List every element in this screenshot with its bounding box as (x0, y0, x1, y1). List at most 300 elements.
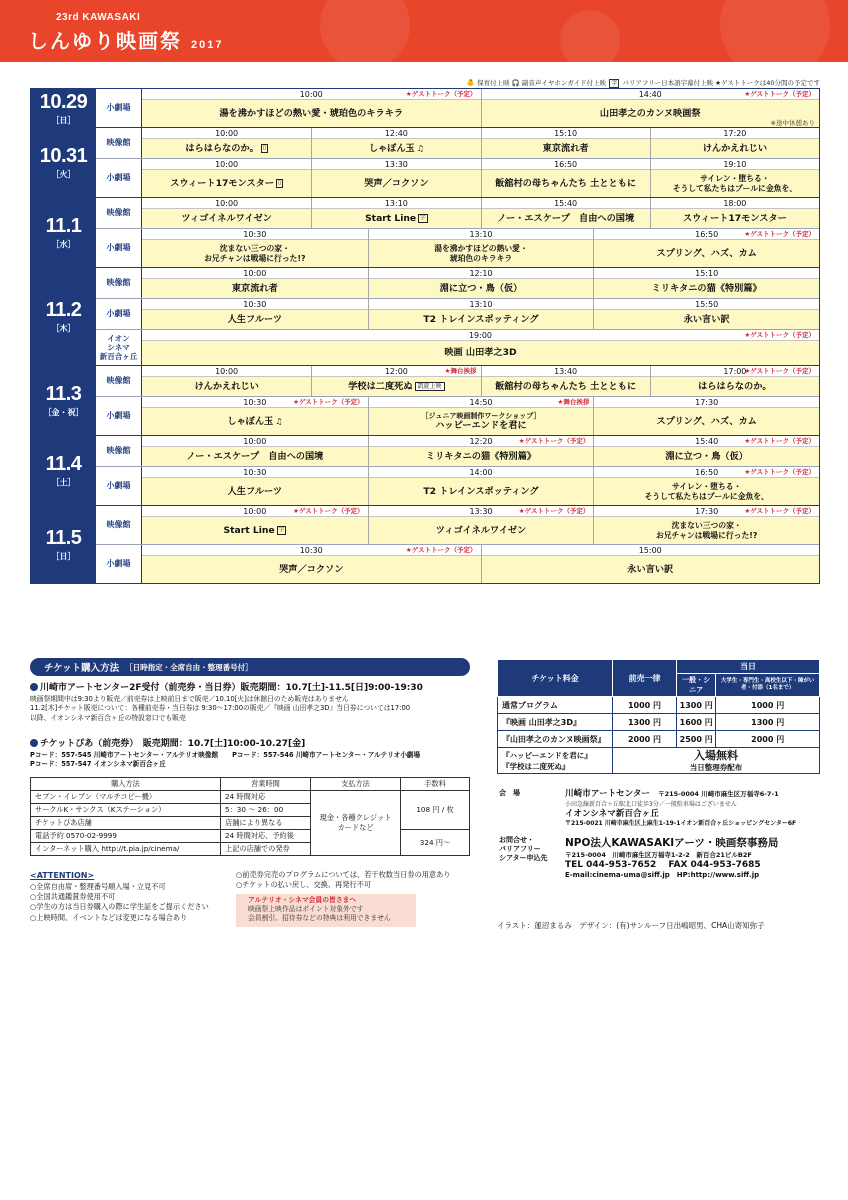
venues (96, 268, 819, 365)
organization-name: NPO法人KAWASAKIアーツ・映画祭事務局 (565, 837, 779, 850)
time-cell (142, 545, 481, 556)
festival-logo (28, 12, 223, 54)
film-title: スウィート17モンスター (170, 177, 275, 189)
weekday: ［木］ (51, 324, 76, 333)
film-row (142, 377, 819, 396)
venue-info-body (565, 789, 820, 828)
column-header: チケット料金 (498, 660, 613, 697)
showtime: 15:10 (481, 128, 650, 139)
headphone-icon: ♫ (275, 416, 283, 426)
pcode-row (30, 751, 470, 760)
table-header-row (498, 660, 820, 674)
table-row (498, 697, 820, 714)
time-row (142, 436, 819, 447)
film-row (142, 310, 819, 329)
venue-row (96, 198, 819, 229)
film-title: 人生フルーツ (227, 313, 283, 325)
film-row (142, 341, 819, 365)
ticket-purchase-heading (30, 658, 470, 676)
film-title: サイレン・堕ちる・ そうして私たちはプールに金魚を、 (650, 170, 819, 197)
headphone-icon: ♫ (416, 143, 424, 153)
organization-address: 〒215-0004 川崎市麻生区万福寺1-2-2 新百合21ビルB2F (565, 850, 752, 859)
film-cell (142, 170, 311, 197)
film-row (142, 447, 819, 466)
film-row (142, 170, 819, 197)
venues (96, 128, 819, 197)
credits: イラスト：蓮沼まるみ デザイン：(有)サンルーフ日出嶋昭男、CHA山寄知弥子 (497, 921, 765, 930)
showtime: 19:10 (650, 159, 819, 170)
showtime: 10:00 (243, 269, 267, 278)
film-title: スプリング、ハズ、カム (593, 240, 819, 267)
time-row (142, 366, 819, 377)
venue-label: 映像館 (96, 366, 142, 396)
venues (96, 89, 819, 127)
film-title: 哭声／コクソン (311, 170, 480, 197)
column-header: 手数料 (401, 778, 470, 791)
guest-talk-note: ★ゲストトーク（予定） (518, 437, 590, 445)
phone-fax: TEL 044-953-7652 FAX 044-953-7685 (565, 860, 761, 871)
member-alert (236, 894, 416, 927)
venue-row (96, 397, 819, 435)
showtime: 10:30 (243, 398, 267, 407)
time-row (142, 545, 819, 556)
date-cell (31, 268, 96, 365)
film-title: スプリング、ハズ、カム (593, 408, 819, 435)
film-cell (142, 139, 311, 158)
venue-label: 映像館 (96, 128, 142, 158)
venue-label: 映像館 (96, 268, 142, 298)
film-title: サイレン・堕ちる・ そうして私たちはプールに金魚を、 (593, 478, 819, 505)
showtime: 17:30 (695, 507, 719, 516)
date-cell (31, 89, 96, 127)
decor-circle (320, 0, 410, 62)
film-title: 人生フルーツ (227, 485, 283, 497)
day-1101 (31, 198, 819, 268)
slots (142, 506, 819, 544)
date-cell (31, 128, 96, 197)
showtime: 10:30 (243, 300, 267, 309)
venue-row (96, 467, 819, 505)
subtitle-icon: 字 (420, 215, 426, 221)
time-cell (368, 506, 594, 517)
venue-info-row (497, 789, 820, 828)
header-banner (0, 0, 848, 62)
time-cell (368, 436, 594, 447)
time-row (142, 397, 819, 408)
venue-row (96, 89, 819, 127)
venue-label: 小劇場 (96, 229, 142, 267)
venue-row (96, 366, 819, 397)
date-number: 10.31 (39, 145, 88, 167)
alert-title: アルテリオ・シネマ会員の皆さまへ (248, 896, 357, 904)
slots (142, 299, 819, 329)
headphone-icon: 🎧 (511, 79, 520, 87)
email-website: E-mail:cinema-uma@siff.jp HP:http://www.siff.jp (565, 871, 760, 880)
venue-label: 映像館 (96, 198, 142, 228)
film-title: ノー・エスケープ 自由への国境 (481, 209, 650, 228)
column-header: 一般・シニア (677, 674, 716, 697)
table-cell: 24 時間対応、予約後 (221, 830, 311, 843)
film-row (142, 517, 819, 544)
venue-label: 小劇場 (96, 159, 142, 197)
time-row (142, 89, 819, 100)
table-cell: チケットぴあ店舗 (31, 817, 221, 830)
time-row (142, 159, 819, 170)
film-title: けんかえれじい (194, 380, 259, 392)
table-row (498, 748, 820, 774)
bullet-icon (30, 683, 38, 691)
pia-info (30, 738, 470, 769)
column-header: 購入方法 (31, 778, 221, 791)
ticket-heading-sub: ［日時指定・全席自由・整理番号付］ (125, 662, 253, 672)
date-number: 11.5 (45, 527, 82, 549)
venue-label: 小劇場 (96, 467, 142, 505)
table-header-row (31, 778, 470, 791)
showtime: 17:00 (723, 367, 747, 376)
attention-item: ○上映時間、イベントなどは変更になる場合あり (30, 912, 188, 922)
venue-label: イオン シネマ 新百合ヶ丘 (96, 330, 142, 365)
showtime: 12:20 (469, 437, 493, 446)
table-row (498, 731, 820, 748)
showtime: 15:00 (481, 545, 820, 556)
table-row (31, 830, 470, 843)
column-header: 前売一律 (613, 660, 677, 697)
contact-label: お問合せ・ バリアフリー シアター申込先 (499, 836, 548, 862)
guest-talk-note: ★ゲストトーク（予定） (293, 507, 364, 515)
showtime: 10:00 (215, 367, 239, 376)
free-entry: 入場無料 (694, 748, 738, 762)
slots (142, 545, 819, 583)
slots (142, 436, 819, 466)
film-cell (142, 517, 368, 544)
alert-line: 会員割引、招待券などの特典は利用できません (248, 914, 391, 923)
slots (142, 268, 819, 298)
date-number: 10.29 (39, 90, 88, 113)
showtime: 13:10 (368, 299, 594, 310)
film-title: 東京流れ者 (481, 139, 650, 158)
showtime: 19:00 (468, 331, 493, 340)
showtime: 17:30 (593, 397, 819, 408)
childcare-icon: ▯ (262, 145, 266, 151)
guest-talk-note: ★ゲストトーク（予定） (744, 507, 815, 515)
column-header: 大学生・専門生・高校生以下・障がい者・付添（1名まで） (716, 674, 820, 697)
date-cell (31, 506, 96, 583)
venue-label: 小劇場 (96, 545, 142, 583)
venue-info (497, 789, 820, 883)
showtime: 10:30 (243, 230, 267, 239)
attention-title: <ATTENTION> (30, 871, 95, 880)
art-center-info (30, 682, 470, 723)
table-row (31, 791, 470, 804)
purchase-methods-table (30, 777, 470, 856)
film-title: T2 トレインスポッティング (368, 310, 594, 329)
venue-label: 映像館 (96, 506, 142, 544)
table-cell: サークルK・サンクス（Kステーション） (31, 804, 221, 817)
ticket-heading-text: チケット購入方法 (44, 663, 120, 674)
slots (142, 366, 819, 396)
childcare-icon: ▯ (278, 180, 282, 186)
price-value: 1300 円 (716, 714, 820, 731)
legend (424, 78, 820, 88)
venue-row (96, 299, 819, 330)
pcode: Pコード：557-545 川崎市アートセンター・アルテリオ映像館 (30, 750, 219, 759)
price-value: 1000 円 (716, 697, 820, 714)
weekday: ［金・祝］ (43, 408, 84, 417)
time-row (142, 330, 819, 341)
showtime: 12:40 (311, 128, 480, 139)
venue-label: 小劇場 (96, 299, 142, 329)
price-value: 1000 円 (613, 697, 677, 714)
guest-talk-note: ★ゲストトーク（予定） (518, 507, 590, 515)
pia-heading-text: チケットぴあ（前売券） 販売期間：10.7[土]10:00-10.27[金] (40, 739, 306, 749)
venue-row (96, 128, 819, 159)
showtime: 13:30 (311, 159, 480, 170)
contact-row (497, 836, 820, 881)
venue-row (96, 436, 819, 467)
film-cell (311, 139, 480, 158)
workshop-label: ［ジュニア映画制作ワークショップ］ (421, 411, 541, 420)
venue-info-label: 会 場 (499, 789, 520, 797)
slots (142, 467, 819, 505)
venue-note: 小田急線新百合ヶ丘駅北口徒歩3分／一般駐車場はございません (565, 800, 737, 808)
day-1029 (31, 89, 819, 128)
day-1105 (31, 506, 819, 583)
pcode: Pコード：557-547 イオンシネマ新百合ヶ丘 (30, 759, 166, 768)
slots (142, 330, 819, 365)
guest-talk-note: ★ゲストトーク（予定） (405, 90, 477, 98)
showtime: 10:00 (299, 90, 323, 99)
time-row (142, 299, 819, 310)
film-title: 哭声／コクソン (279, 563, 344, 575)
attention-item: ○学生の方は当日券購入の際に学生証をご提示ください (30, 902, 209, 912)
venue-address: 〒215-0004 川崎市麻生区万福寺6-7-1 (658, 790, 779, 798)
film-row (142, 100, 819, 127)
free-entry-cell (613, 748, 820, 774)
attention-item: ○全席自由席・整理番号順入場・立見不可 (30, 881, 166, 891)
date-cell (31, 366, 96, 435)
film-title: 沈まない三つの家・ お兄チャンは戦場に行った!? (204, 244, 306, 263)
showtime: 10:30 (299, 546, 323, 555)
showtime: 10:30 (243, 468, 267, 477)
table-cell: 上記の店舗での発券 (221, 843, 311, 856)
film-title: 東京流れ者 (231, 282, 278, 294)
venue-label: 映像館 (96, 436, 142, 466)
day-1102 (31, 268, 819, 366)
film-title: Start Line (223, 524, 275, 536)
subtitle-icon: 字 (611, 80, 618, 87)
fee-cell: 108 円 / 枚 (401, 791, 470, 830)
price-value: 1300 円 (613, 714, 677, 731)
column-header: 営業時間 (221, 778, 311, 791)
venues (96, 436, 819, 505)
art-center-note: 以降、イオンシネマ新百合ヶ丘の特設窓口でも販売 (30, 713, 186, 722)
showtime: 15:40 (695, 437, 719, 446)
showtime: 14:00 (368, 467, 594, 478)
attention-notes (30, 870, 209, 923)
venue-row (96, 545, 819, 583)
time-cell (593, 467, 819, 478)
film-title: 淵に立つ・鳥（仮） (593, 447, 819, 466)
guest-talk-note: ★ゲストトーク（予定） (744, 468, 815, 476)
festival-title (28, 25, 223, 54)
legend-subtitles: バリアフリー日本語字幕付上映 (622, 79, 714, 87)
venue-row (96, 229, 819, 267)
price-label: 『山田孝之のカンヌ映画祭』 (498, 731, 613, 748)
showtime: 16:50 (695, 230, 719, 239)
weekday: ［水］ (51, 240, 76, 249)
film-title: T2 トレインスポッティング (368, 478, 594, 505)
showtime: 15:10 (593, 268, 819, 279)
venue-label: 小劇場 (96, 89, 142, 127)
venue-label: 小劇場 (96, 397, 142, 435)
time-row (142, 506, 819, 517)
guest-talk-note: ★ゲストトーク（予定） (744, 437, 815, 445)
venue-row (96, 159, 819, 197)
weekday: ［火］ (51, 170, 76, 179)
film-row (142, 408, 819, 435)
day-1104 (31, 436, 819, 506)
table-cell: セブン・イレブン（マルチコピー機） (31, 791, 221, 804)
venue-name: 川崎市アートセンター (565, 789, 651, 799)
showtime: 12:00 (384, 367, 408, 376)
film-row (142, 556, 819, 583)
film-row (142, 139, 819, 158)
film-title: 山田孝之のカンヌ映画祭 (599, 107, 701, 119)
showtime: 10:00 (243, 437, 267, 446)
guest-talk-note: ★ゲストトーク（予定） (744, 331, 815, 339)
time-cell (142, 506, 368, 517)
time-row (142, 467, 819, 478)
weekday: ［日］ (51, 115, 76, 125)
alert-line: 映画祭上映作品はポイント対象外です (248, 905, 364, 914)
film-title: けんかえれじい (650, 139, 819, 158)
film-row (142, 240, 819, 267)
film-title: 永い言い訳 (593, 310, 819, 329)
slots (142, 128, 819, 158)
price-label: 通常プログラム (498, 697, 613, 714)
slots (142, 198, 819, 228)
showtime: 10:00 (243, 507, 267, 516)
attention-item: ○全国共通鑑賞券使用不可 (30, 892, 116, 902)
price-label: 『ハッピーエンドを君に』 『学校は二度死ぬ』 (498, 748, 613, 774)
film-title: Start Line (365, 212, 417, 224)
slots (142, 397, 819, 435)
venues (96, 366, 819, 435)
time-cell (142, 397, 368, 408)
film-title: はらはらなのか。 (650, 377, 819, 396)
time-cell (593, 229, 819, 240)
film-title: ハッピーエンドを君に (435, 420, 527, 432)
film-title: はらはらなのか。 (185, 142, 259, 154)
contact-body (565, 836, 820, 881)
film-title: ノー・エスケープ 自由への国境 (186, 450, 324, 462)
film-title: 沈まない三つの家・ お兄チャンは戦場に行った!? (593, 517, 819, 544)
attention-item: ○チケットの払い戻し、交換、再発行不可 (236, 880, 372, 890)
art-center-heading-text: 川崎市アートセンター2F受付（前売券・当日券）販売期間：10.7[土]-11.5[日]9:00-19:30 (40, 683, 423, 693)
showtime: 17:20 (650, 128, 819, 139)
stage-greeting-note: ★舞台挨拶 (557, 398, 590, 406)
pia-heading (30, 738, 470, 751)
legend-audio-guide: 副音声イヤホンガイド付上映 (521, 79, 607, 87)
weekday: ［日］ (51, 552, 76, 561)
time-cell (142, 330, 819, 341)
film-cell (368, 408, 594, 435)
film-title: ツィゴイネルワイゼン (368, 517, 594, 544)
showtime: 18:00 (650, 198, 819, 209)
guest-talk-note: ★ゲストトーク（予定） (744, 230, 815, 238)
film-title: 淵に立つ・鳥（仮） (368, 279, 594, 298)
film-title: 学校は二度死ぬ (348, 380, 413, 392)
decor-circle (720, 0, 830, 62)
intermission-note: ※途中休憩あり (770, 119, 815, 128)
film-title: 湯を沸かすほどの熱い愛・琥珀色のキラキラ (219, 107, 404, 119)
film-cell (481, 100, 820, 127)
decor-circle (560, 10, 620, 62)
showtime: 14:50 (469, 398, 493, 407)
day-1103 (31, 366, 819, 436)
time-cell (593, 506, 819, 517)
legend-guest-talk: ★ゲストトークは40分間の予定です (715, 79, 820, 87)
slots (142, 159, 819, 197)
free-entry-note: 当日整理券配布 (689, 762, 743, 772)
column-header: 支払方法 (311, 778, 401, 791)
fee-cell: 324 円〜 (401, 830, 470, 856)
venues (96, 506, 819, 583)
guest-talk-note: ★ゲストトーク（予定） (405, 546, 477, 554)
childcare-icon: 👶 (466, 79, 476, 87)
showtime: 10:00 (215, 199, 239, 208)
attention-notes-right (236, 870, 451, 891)
date-cell (31, 436, 96, 505)
edition-label: 23rd KAWASAKI (56, 12, 141, 23)
venue-row (96, 506, 819, 545)
legend-childcare: 保育付上映 (477, 79, 510, 87)
showtime: 16:50 (481, 159, 650, 170)
time-cell (368, 397, 594, 408)
venue-name: イオンシネマ新百合ヶ丘 (565, 808, 659, 819)
film-title: 飯舘村の母ちゃんたち 土とともに (481, 377, 650, 396)
time-cell (142, 89, 481, 100)
ticket-price-table (497, 659, 820, 774)
film-title: ミリキタニの猫《特別篇》 (368, 447, 594, 466)
guest-talk-note: ★ゲストトーク（予定） (744, 90, 815, 98)
showtime: 14:40 (638, 90, 662, 99)
art-center-note: 11.2[木]チケット販売について：各種前売券・当日券は 9:30〜17:00の販売／『映画 山田孝之3D』当日券については17:00 (30, 704, 411, 713)
showtime: 13:10 (311, 198, 480, 209)
art-center-note: 映画祭期間中は9:30より販売／前売券は上映前日まで販売／10.10[火]は休館日のため販売はありません (30, 694, 349, 703)
date-number: 11.4 (45, 453, 82, 475)
venue-row (96, 268, 819, 299)
film-row (142, 209, 819, 228)
date-number: 11.2 (45, 299, 82, 321)
showtime: 15:40 (481, 198, 650, 209)
film-title: しゃぼん玉 (227, 415, 274, 427)
time-row (142, 128, 819, 139)
day-1031 (31, 128, 819, 198)
showtime: 10:00 (215, 160, 239, 169)
time-cell (481, 89, 820, 100)
time-row (142, 268, 819, 279)
price-value: 1600 円 (677, 714, 716, 731)
column-header: 当日 (677, 660, 820, 674)
slots (142, 229, 819, 267)
bullet-icon (30, 739, 38, 747)
film-title: しゃぼん玉 (368, 142, 415, 154)
attention-item: ○前売券完売のプログラムについては、若干枚数当日券の用意あり (236, 870, 451, 879)
price-value: 2000 円 (613, 731, 677, 748)
special-screening-badge: 凱旋上映 (415, 382, 445, 391)
showtime: 16:50 (695, 468, 719, 477)
